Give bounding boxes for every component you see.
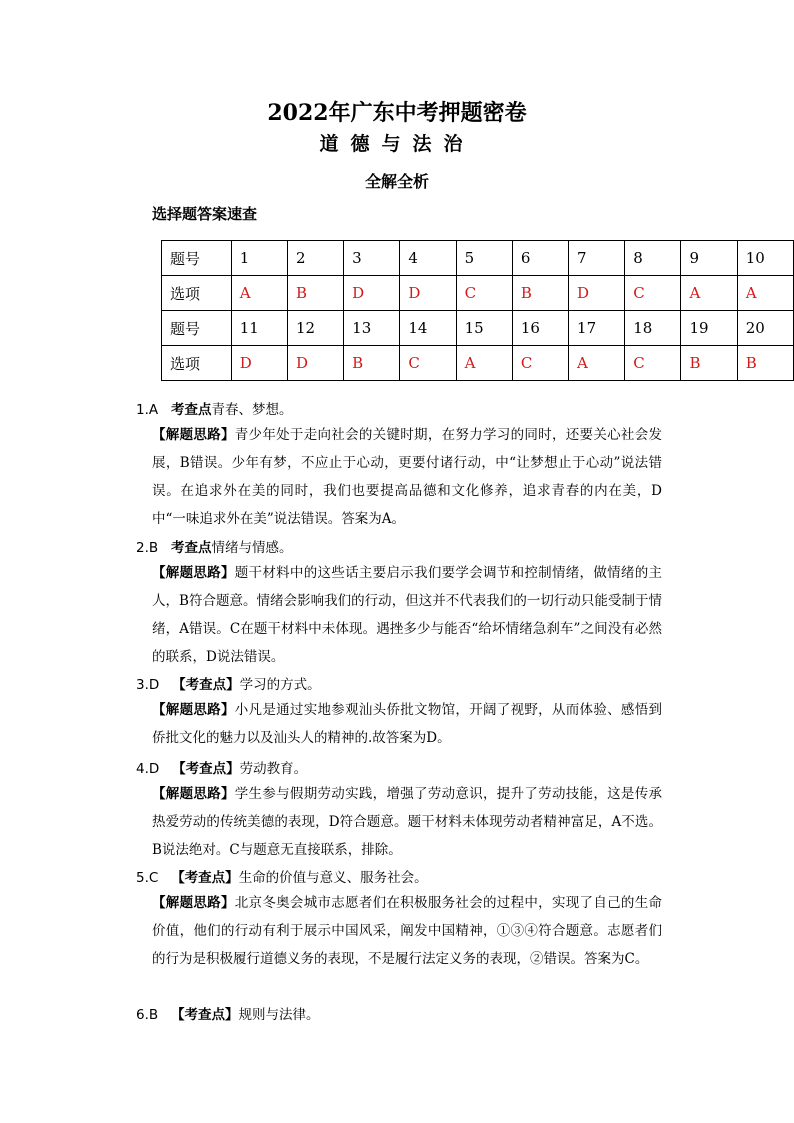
analysis-text: 学生参与假期劳动实践，增强了劳动意识，提升了劳动技能，这是传承热爱劳动的传统美德的表现，D符合题意。题干材料未体现劳动者精神富足，A不选。B说法绝对。C与题意无直接联系，排除。: [152, 786, 662, 858]
answer-cell: A: [569, 346, 625, 381]
answer-cell: B: [287, 276, 343, 311]
answer-table: [161, 240, 794, 381]
point-label: 考查点: [171, 540, 212, 556]
analysis-label: 【解题思路】: [152, 786, 235, 802]
subject-title: 道德与法治: [319, 133, 475, 155]
question-number-cell: 10: [737, 241, 793, 276]
question-number-cell: 1: [231, 241, 287, 276]
question-number: 4.D: [136, 761, 160, 777]
point-label: 【考查点】: [171, 870, 239, 886]
question-2-analysis: [152, 559, 662, 671]
answer-table-row: [162, 346, 794, 381]
answer-cell: D: [569, 276, 625, 311]
point-label: 考查点: [171, 402, 212, 418]
question-number-cell: 3: [344, 241, 400, 276]
row-label: 选项: [162, 276, 232, 311]
question-number-cell: 19: [681, 311, 737, 346]
question-6-header: [136, 1003, 320, 1023]
answer-cell: A: [231, 276, 287, 311]
answer-cell: B: [512, 276, 568, 311]
question-number-cell: 5: [456, 241, 512, 276]
answer-cell: C: [456, 276, 512, 311]
row-label: 题号: [162, 311, 232, 346]
question-number-cell: 2: [287, 241, 343, 276]
question-2-header: [136, 536, 293, 556]
answer-cell: A: [737, 276, 793, 311]
question-number: 2.B: [136, 540, 159, 556]
question-number-cell: 16: [512, 311, 568, 346]
answer-cell: B: [344, 346, 400, 381]
answer-cell: A: [456, 346, 512, 381]
question-1-analysis: [152, 421, 662, 533]
question-number-cell: 14: [400, 311, 456, 346]
question-number: 3.D: [136, 677, 160, 693]
answer-table-row: [162, 311, 794, 346]
answer-cell: D: [287, 346, 343, 381]
question-number-cell: 15: [456, 311, 512, 346]
analysis-text: 题干材料中的这些话主要启示我们要学会调节和控制情绪，做情绪的主人，B符合题意。情绪会影响我们的行动，但这并不代表我们的一切行动只能受制于情绪，A错误。C在题干材料中未体现。遇挫多少与能否“给坏情绪急刹车”之间没有必然的联系，D说法错误。: [152, 565, 662, 665]
point-text: 规则与法律。: [238, 1007, 320, 1023]
point-text: 情绪与情感。: [211, 540, 293, 556]
analysis-label: 【解题思路】: [152, 895, 235, 911]
question-4-header: [136, 757, 307, 777]
question-number: 6.B: [136, 1007, 159, 1023]
answer-cell: C: [625, 346, 681, 381]
question-number-cell: 6: [512, 241, 568, 276]
analysis-label: 【解题思路】: [152, 427, 235, 443]
answer-cell: A: [681, 276, 737, 311]
answer-cell: B: [737, 346, 793, 381]
question-5-header: [136, 866, 428, 886]
question-1-header: [136, 398, 293, 418]
point-text: 学习的方式。: [239, 677, 321, 693]
question-number-cell: 18: [625, 311, 681, 346]
analysis-text: 小凡是通过实地参观汕头侨批文物馆，开阔了视野，从而体验、感悟到侨批文化的魅力以及汕头人的精神的.故答案为D。: [152, 702, 662, 746]
question-number-cell: 20: [737, 311, 793, 346]
question-number-cell: 13: [344, 311, 400, 346]
point-label: 【考查点】: [172, 677, 240, 693]
question-3-header: [136, 673, 321, 693]
section-heading: 选择题答案速查: [152, 205, 258, 223]
question-5-analysis: [152, 889, 662, 973]
question-number-cell: 17: [569, 311, 625, 346]
point-label: 【考查点】: [172, 761, 240, 777]
question-number-cell: 9: [681, 241, 737, 276]
answer-table-row: [162, 241, 794, 276]
document-title: 2022年广东中考押题密卷: [267, 100, 527, 126]
answer-cell: C: [400, 346, 456, 381]
point-text: 劳动教育。: [239, 761, 308, 777]
question-number-cell: 4: [400, 241, 456, 276]
answer-cell: D: [400, 276, 456, 311]
row-label: 题号: [162, 241, 232, 276]
answer-cell: D: [344, 276, 400, 311]
question-number-cell: 7: [569, 241, 625, 276]
answer-cell: B: [681, 346, 737, 381]
question-number: 1.A: [136, 402, 159, 418]
point-text: 青春、梦想。: [211, 402, 293, 418]
analysis-label: 【解题思路】: [152, 565, 235, 581]
question-4-analysis: [152, 780, 662, 864]
answer-cell: C: [512, 346, 568, 381]
question-number: 5.C: [136, 870, 159, 886]
question-3-analysis: [152, 696, 662, 752]
subtitle: 全解全析: [364, 172, 429, 191]
question-number-cell: 11: [231, 311, 287, 346]
question-number-cell: 12: [287, 311, 343, 346]
analysis-text: 青少年处于走向社会的关键时期，在努力学习的同时，还要关心社会发展，B错误。少年有梦，不应止于心动，更要付诸行动，中“让梦想止于心动”说法错误。在追求外在美的同时，我们也要提高品德和文化修养，追求青春的内在美，D中“一味追求外在美”说法错误。答案为A。: [152, 427, 662, 527]
analysis-label: 【解题思路】: [152, 702, 235, 718]
answer-cell: D: [231, 346, 287, 381]
analysis-text: 北京冬奥会城市志愿者们在积极服务社会的过程中，实现了自己的生命价值，他们的行动有利于展示中国风采，阐发中国精神，①③④符合题意。志愿者们的行为是积极履行道德义务的表现，不是履行法定义务的表现，②错误。答案为C。: [152, 895, 662, 967]
answer-cell: C: [625, 276, 681, 311]
answer-table-row: [162, 276, 794, 311]
row-label: 选项: [162, 346, 232, 381]
question-number-cell: 8: [625, 241, 681, 276]
point-label: 【考查点】: [171, 1007, 239, 1023]
point-text: 生命的价值与意义、服务社会。: [238, 870, 428, 886]
